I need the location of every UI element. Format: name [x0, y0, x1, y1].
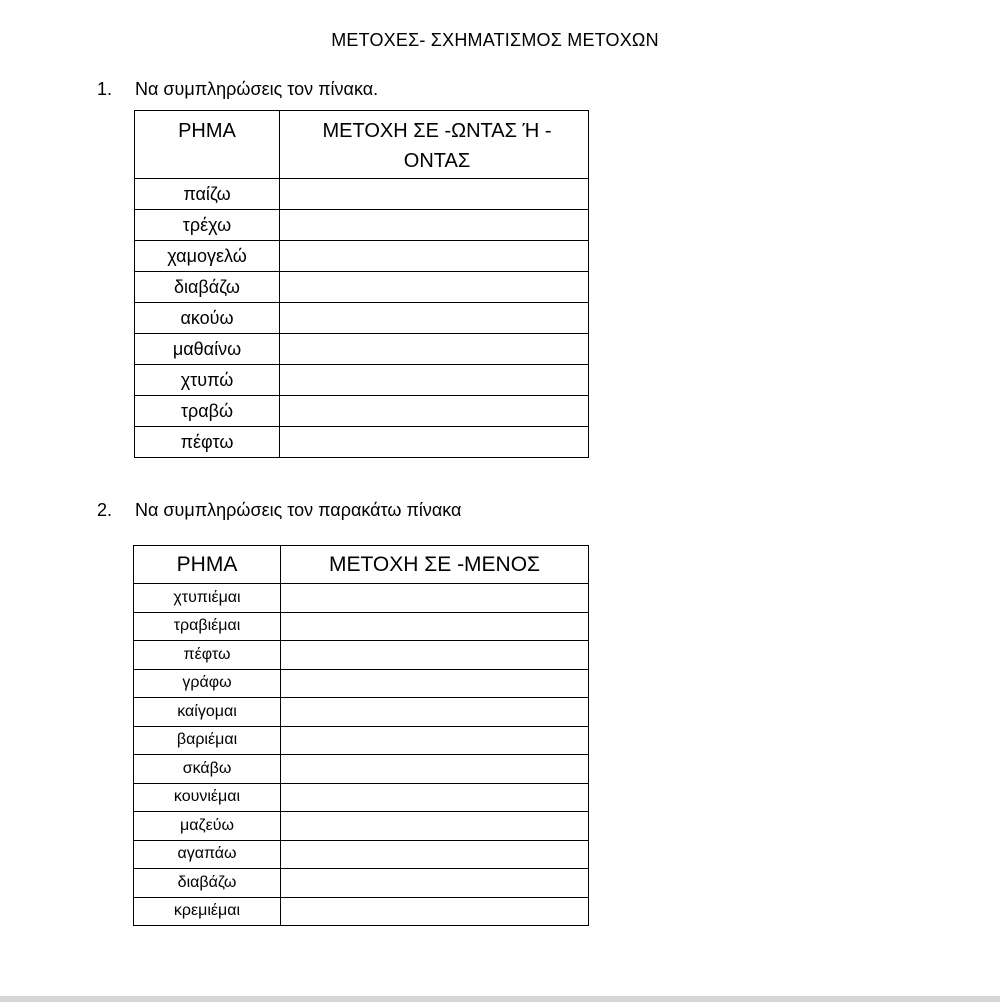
- page-bottom-edge: [0, 996, 1000, 1002]
- exercise-2-text: Να συμπληρώσεις τον παρακάτω πίνακα: [135, 500, 462, 520]
- verb-cell: καίγομαι: [134, 698, 281, 727]
- table-row: [134, 755, 589, 784]
- exercise-2-instruction: [97, 500, 461, 521]
- answer-cell[interactable]: [281, 783, 589, 812]
- verb-cell: μαζεύω: [134, 812, 281, 841]
- answer-cell[interactable]: [280, 334, 589, 365]
- verb-cell: κρεμιέμαι: [134, 897, 281, 926]
- answer-cell[interactable]: [281, 755, 589, 784]
- answer-cell[interactable]: [281, 812, 589, 841]
- answer-cell[interactable]: [281, 669, 589, 698]
- header-verb: ΡΗΜΑ: [134, 546, 281, 584]
- answer-cell[interactable]: [280, 241, 589, 272]
- exercise-2-number: 2.: [97, 500, 113, 520]
- verb-cell: ακούω: [135, 303, 280, 334]
- verb-cell: τραβώ: [135, 396, 280, 427]
- answer-cell[interactable]: [280, 272, 589, 303]
- answer-cell[interactable]: [281, 584, 589, 613]
- exercise-1-text: Να συμπληρώσεις τον πίνακα.: [135, 79, 379, 99]
- verb-cell: μαθαίνω: [135, 334, 280, 365]
- table-row: [134, 812, 589, 841]
- table-row: [135, 427, 589, 458]
- answer-cell[interactable]: [280, 365, 589, 396]
- table-header-row: [135, 111, 589, 179]
- verb-cell: αγαπάω: [134, 840, 281, 869]
- exercise-1-table: [134, 110, 589, 458]
- verb-cell: διαβάζω: [134, 869, 281, 898]
- verb-cell: σκάβω: [134, 755, 281, 784]
- table-row: [134, 726, 589, 755]
- exercise-1-instruction: [97, 79, 378, 100]
- table-row: [135, 272, 589, 303]
- verb-cell: διαβάζω: [135, 272, 280, 303]
- verb-cell: βαριέμαι: [134, 726, 281, 755]
- answer-cell[interactable]: [281, 641, 589, 670]
- exercise-2-table: [133, 545, 589, 926]
- table-header-row: [134, 546, 589, 584]
- verb-cell: χαμογελώ: [135, 241, 280, 272]
- verb-cell: χτυπώ: [135, 365, 280, 396]
- table-row: [134, 669, 589, 698]
- verb-cell: πέφτω: [134, 641, 281, 670]
- answer-cell[interactable]: [280, 210, 589, 241]
- table-row: [134, 641, 589, 670]
- answer-cell[interactable]: [280, 179, 589, 210]
- table-row: [135, 179, 589, 210]
- answer-cell[interactable]: [281, 726, 589, 755]
- table-row: [134, 584, 589, 613]
- table-row: [134, 698, 589, 727]
- verb-cell: χτυπιέμαι: [134, 584, 281, 613]
- table-row: [135, 241, 589, 272]
- exercise-1-number: 1.: [97, 79, 113, 99]
- header-participle: ΜΕΤΟΧΗ ΣΕ -ΜΕΝΟΣ: [281, 546, 589, 584]
- table-row: [135, 365, 589, 396]
- answer-cell[interactable]: [281, 897, 589, 926]
- verb-cell: τρέχω: [135, 210, 280, 241]
- answer-cell[interactable]: [280, 303, 589, 334]
- table-row: [135, 210, 589, 241]
- table-row: [134, 869, 589, 898]
- verb-cell: κουνιέμαι: [134, 783, 281, 812]
- verb-cell: τραβιέμαι: [134, 612, 281, 641]
- header-participle: ΜΕΤΟΧΗ ΣΕ -ΩΝΤΑΣ Ή - ΟΝΤΑΣ: [280, 111, 589, 179]
- table-row: [135, 334, 589, 365]
- answer-cell[interactable]: [281, 612, 589, 641]
- answer-cell[interactable]: [281, 698, 589, 727]
- verb-cell: πέφτω: [135, 427, 280, 458]
- header-verb: ΡΗΜΑ: [135, 111, 280, 179]
- verb-cell: παίζω: [135, 179, 280, 210]
- answer-cell[interactable]: [281, 840, 589, 869]
- verb-cell: γράφω: [134, 669, 281, 698]
- answer-cell[interactable]: [280, 396, 589, 427]
- table-row: [134, 783, 589, 812]
- table-row: [134, 612, 589, 641]
- table-row: [135, 396, 589, 427]
- table-row: [134, 897, 589, 926]
- table-row: [135, 303, 589, 334]
- table-row: [134, 840, 589, 869]
- answer-cell[interactable]: [280, 427, 589, 458]
- page-title: ΜΕΤΟΧΕΣ- ΣΧΗΜΑΤΙΣΜΟΣ ΜΕΤΟΧΩΝ: [331, 30, 659, 50]
- answer-cell[interactable]: [281, 869, 589, 898]
